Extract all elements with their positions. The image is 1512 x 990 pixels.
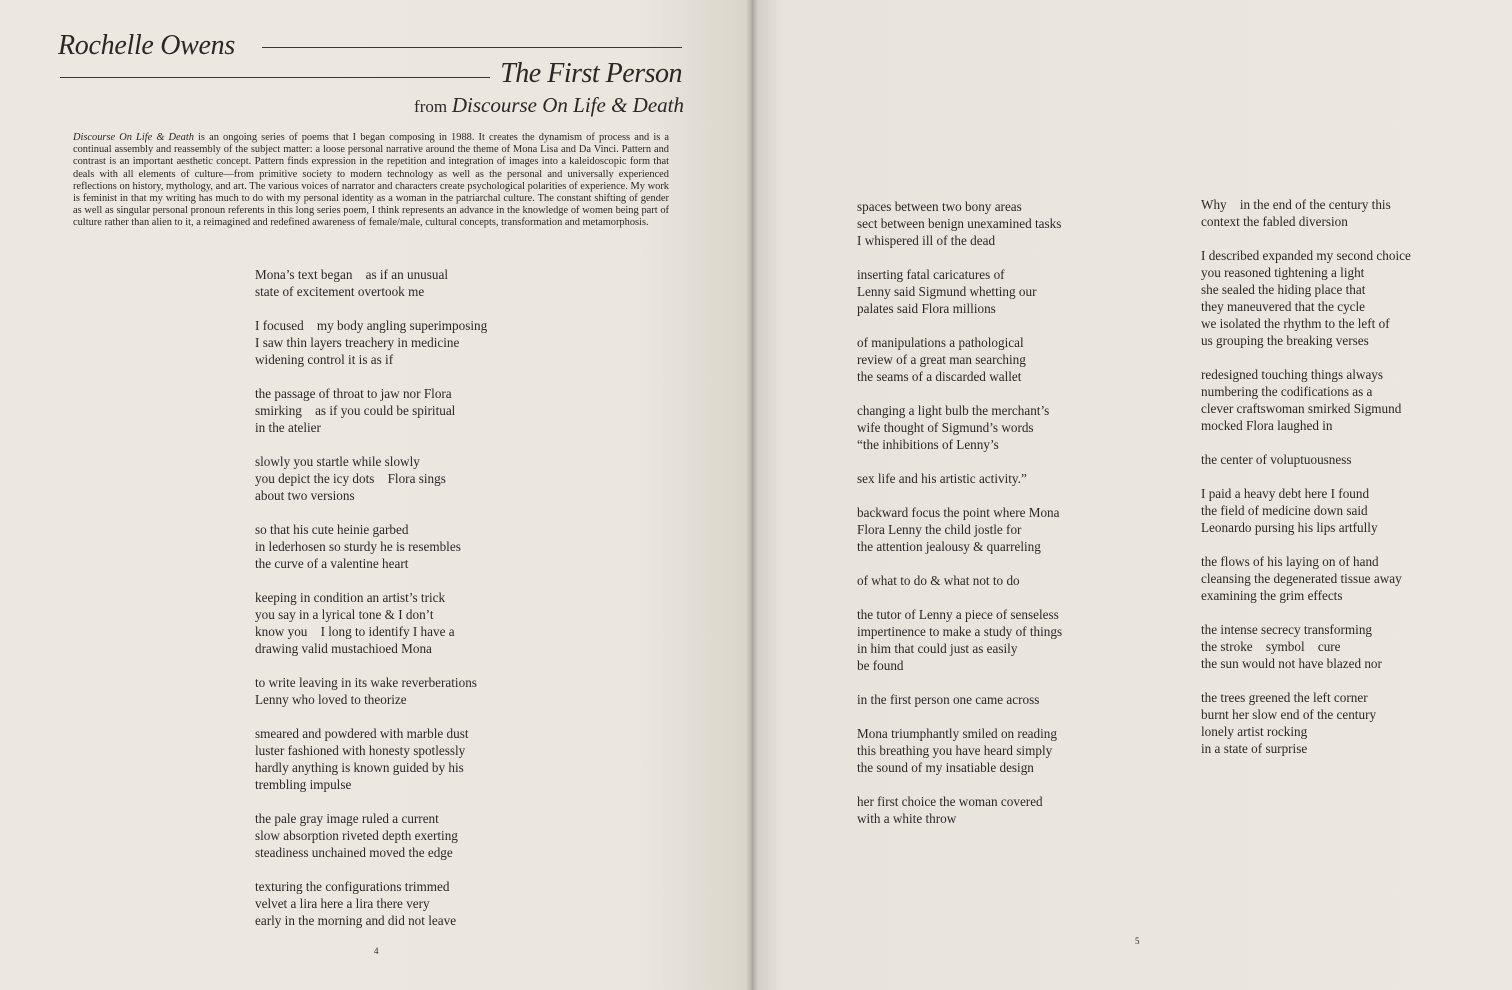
poem-line: the sun would not have blazed nor <box>1201 656 1382 671</box>
stanza <box>857 725 1062 776</box>
poem-line: to write leaving in its wake reverberations <box>255 675 477 690</box>
poem-line: of what to do & what not to do <box>857 573 1020 588</box>
poem-column-middle <box>857 198 1062 844</box>
poem-line: in a state of surprise <box>1201 741 1308 756</box>
poem-line: I described expanded my second choice <box>1201 248 1411 263</box>
stanza <box>1201 553 1411 604</box>
poem-line: the sound of my insatiable design <box>857 760 1034 775</box>
poem-line: Mona’s text began as if an unusual <box>255 267 449 282</box>
stanza <box>857 606 1062 674</box>
stanza <box>857 198 1062 249</box>
poem-line: trembling impulse <box>255 777 352 792</box>
poem-line: cleansing the degenerated tissue away <box>1201 571 1402 586</box>
poem-line: burnt her slow end of the century <box>1201 707 1377 722</box>
subtitle-from: from <box>414 97 448 116</box>
stanza <box>857 334 1062 385</box>
poem-line: numbering the codifications as a <box>1201 384 1373 399</box>
stanza <box>857 572 1062 589</box>
poem-line: keeping in condition an artist’s trick <box>255 590 446 605</box>
poem-line: the stroke symbol cure <box>1201 639 1341 654</box>
poem-line: clever craftswoman smirked Sigmund <box>1201 401 1402 416</box>
poem-line: early in the morning and did not leave <box>255 913 457 928</box>
poem-line: impertinence to make a study of things <box>857 624 1063 639</box>
poem-line: I focused my body angling superimposing <box>255 318 488 333</box>
stanza <box>1201 196 1411 230</box>
poem-line: the tutor of Lenny a piece of senseless <box>857 607 1059 622</box>
poem-line: examining the grim effects <box>1201 588 1343 603</box>
poem-line: the flows of his laying on of hand <box>1201 554 1379 569</box>
page-number-right: 5 <box>1135 936 1140 946</box>
poem-line: hardly anything is known guided by his <box>255 760 464 775</box>
poem-line: about two versions <box>255 488 355 503</box>
stanza <box>255 317 487 368</box>
poem-subtitle <box>414 93 684 118</box>
stanza <box>255 878 487 929</box>
poem-line: changing a light bulb the merchant’s <box>857 403 1050 418</box>
poem-line: in him that could just as easily <box>857 641 1018 656</box>
poem-line: with a white throw <box>857 811 957 826</box>
poem-line: palates said Flora millions <box>857 301 996 316</box>
poem-line: her first choice the woman covered <box>857 794 1043 809</box>
stanza <box>255 453 487 504</box>
poem-line: the passage of throat to jaw nor Flora <box>255 386 452 401</box>
poem-line: be found <box>857 658 904 673</box>
page-number-left: 4 <box>374 946 379 956</box>
stanza <box>1201 451 1411 468</box>
intro-work-title: Discourse On Life & Death <box>73 132 194 143</box>
poem-line: Mona triumphantly smiled on reading <box>857 726 1057 741</box>
poem-line: so that his cute heinie garbed <box>255 522 409 537</box>
poem-line: sex life and his artistic activity.” <box>857 471 1027 486</box>
poem-column-left <box>255 266 487 946</box>
poem-line: state of excitement overtook me <box>255 284 425 299</box>
poem-line: I whispered ill of the dead <box>857 233 996 248</box>
title-rule <box>60 77 490 78</box>
poem-line: velvet a lira here a lira there very <box>255 896 430 911</box>
stanza <box>255 810 487 861</box>
subtitle-work: Discourse On Life & Death <box>451 93 684 117</box>
poem-line: backward focus the point where Mona <box>857 505 1060 520</box>
poem-line: lonely artist rocking <box>1201 724 1308 739</box>
poem-line: widening control it is as if <box>255 352 394 367</box>
poem-line: the center of voluptuousness <box>1201 452 1352 467</box>
poem-line: know you I long to identify I have a <box>255 624 455 639</box>
poem-line: steadiness unchained moved the edge <box>255 845 453 860</box>
poem-line: spaces between two bony areas <box>857 199 1022 214</box>
poem-line: slow absorption riveted depth exerting <box>255 828 458 843</box>
poem-line: the trees greened the left corner <box>1201 690 1368 705</box>
poem-line: sect between benign unexamined tasks <box>857 216 1062 231</box>
poem-line: we isolated the rhythm to the left of <box>1201 316 1390 331</box>
poem-line: luster fashioned with honesty spotlessly <box>255 743 466 758</box>
poem-line: you depict the icy dots Flora sings <box>255 471 446 486</box>
poem-line: review of a great man searching <box>857 352 1026 367</box>
right-page <box>752 0 1512 990</box>
poem-line: us grouping the breaking verses <box>1201 333 1369 348</box>
poem-line: the seams of a discarded wallet <box>857 369 1022 384</box>
stanza <box>857 691 1062 708</box>
poem-line: redesigned touching things always <box>1201 367 1384 382</box>
stanza <box>1201 485 1411 536</box>
author-rule <box>262 47 682 48</box>
stanza <box>255 385 487 436</box>
poem-line: the field of medicine down said <box>1201 503 1368 518</box>
poem-line: Lenny said Sigmund whetting our <box>857 284 1037 299</box>
poem-line: Why in the end of the century this <box>1201 197 1391 212</box>
poem-line: she sealed the hiding place that <box>1201 282 1366 297</box>
stanza <box>1201 366 1411 434</box>
poem-line: smirking as if you could be spiritual <box>255 403 456 418</box>
poem-line: you say in a lyrical tone & I don’t <box>255 607 434 622</box>
poem-line: of manipulations a pathological <box>857 335 1024 350</box>
left-page <box>0 0 752 990</box>
book-gutter <box>746 0 758 990</box>
poem-line: in lederhosen so sturdy he is resembles <box>255 539 461 554</box>
poem-line: in the atelier <box>255 420 321 435</box>
author-name: Rochelle Owens <box>58 30 235 61</box>
stanza <box>255 521 487 572</box>
poem-column-right <box>1201 196 1411 774</box>
poem-line: Lenny who loved to theorize <box>255 692 407 707</box>
intro-text: is an ongoing series of poems that I began composing in 1988. It creates the dynamism of process and is a continual assembly and reassembly of the subject matter: a loose personal narrative around the theme of Mona Lisa and Da Vinci. Pattern and contrast is an important aesthetic concept. Pattern finds expression in the repetition and integration of images into a kaleidoscopic form that deals with all elements of culture—from primitive society to modern technology as well as the personal and universally experienced reflections on history, mythology, and art. The various voices of narrator and characters create psychological polarities of experience. My work is feminist in that my writing has much to do with my personal identity as a woman in the patriarchal culture. The constant shifting of gender as well as singular personal pronoun referents in this long series poem, I think represents an advance in the knowledge of women being part of culture rather than alien to it, a reimagined and redefined awareness of female/male, cultural concepts, transformation and metamorphosis. <box>73 132 669 229</box>
stanza <box>255 674 487 708</box>
stanza <box>255 725 487 793</box>
stanza <box>857 504 1062 555</box>
stanza <box>857 402 1062 453</box>
poem-line: context the fabled diversion <box>1201 214 1348 229</box>
poem-line: I saw thin layers treachery in medicine <box>255 335 460 350</box>
poem-line: Leonardo pursing his lips artfully <box>1201 520 1378 535</box>
poem-line: the curve of a valentine heart <box>255 556 409 571</box>
poem-line: this breathing you have heard simply <box>857 743 1053 758</box>
stanza <box>1201 689 1411 757</box>
poem-line: the attention jealousy & quarreling <box>857 539 1041 554</box>
poem-line: inserting fatal caricatures of <box>857 267 1005 282</box>
poem-line: I paid a heavy debt here I found <box>1201 486 1370 501</box>
poem-line: drawing valid mustachioed Mona <box>255 641 432 656</box>
poem-line: they maneuvered that the cycle <box>1201 299 1366 314</box>
poem-line: mocked Flora laughed in <box>1201 418 1333 433</box>
stanza <box>857 266 1062 317</box>
poem-line: you reasoned tightening a light <box>1201 265 1365 280</box>
stanza <box>255 266 487 300</box>
stanza <box>255 589 487 657</box>
intro-paragraph <box>73 132 669 230</box>
poem-line: wife thought of Sigmund’s words <box>857 420 1034 435</box>
stanza <box>1201 621 1411 672</box>
stanza <box>857 470 1062 487</box>
stanza <box>857 793 1062 827</box>
poem-line: the pale gray image ruled a current <box>255 811 439 826</box>
poem-line: texturing the configurations trimmed <box>255 879 450 894</box>
poem-line: “the inhibitions of Lenny’s <box>857 437 999 452</box>
poem-line: the intense secrecy transforming <box>1201 622 1373 637</box>
poem-line: smeared and powdered with marble dust <box>255 726 469 741</box>
poem-line: slowly you startle while slowly <box>255 454 420 469</box>
poem-title: The First Person <box>500 58 682 89</box>
poem-line: Flora Lenny the child jostle for <box>857 522 1022 537</box>
poem-line: in the first person one came across <box>857 692 1040 707</box>
stanza <box>1201 247 1411 349</box>
